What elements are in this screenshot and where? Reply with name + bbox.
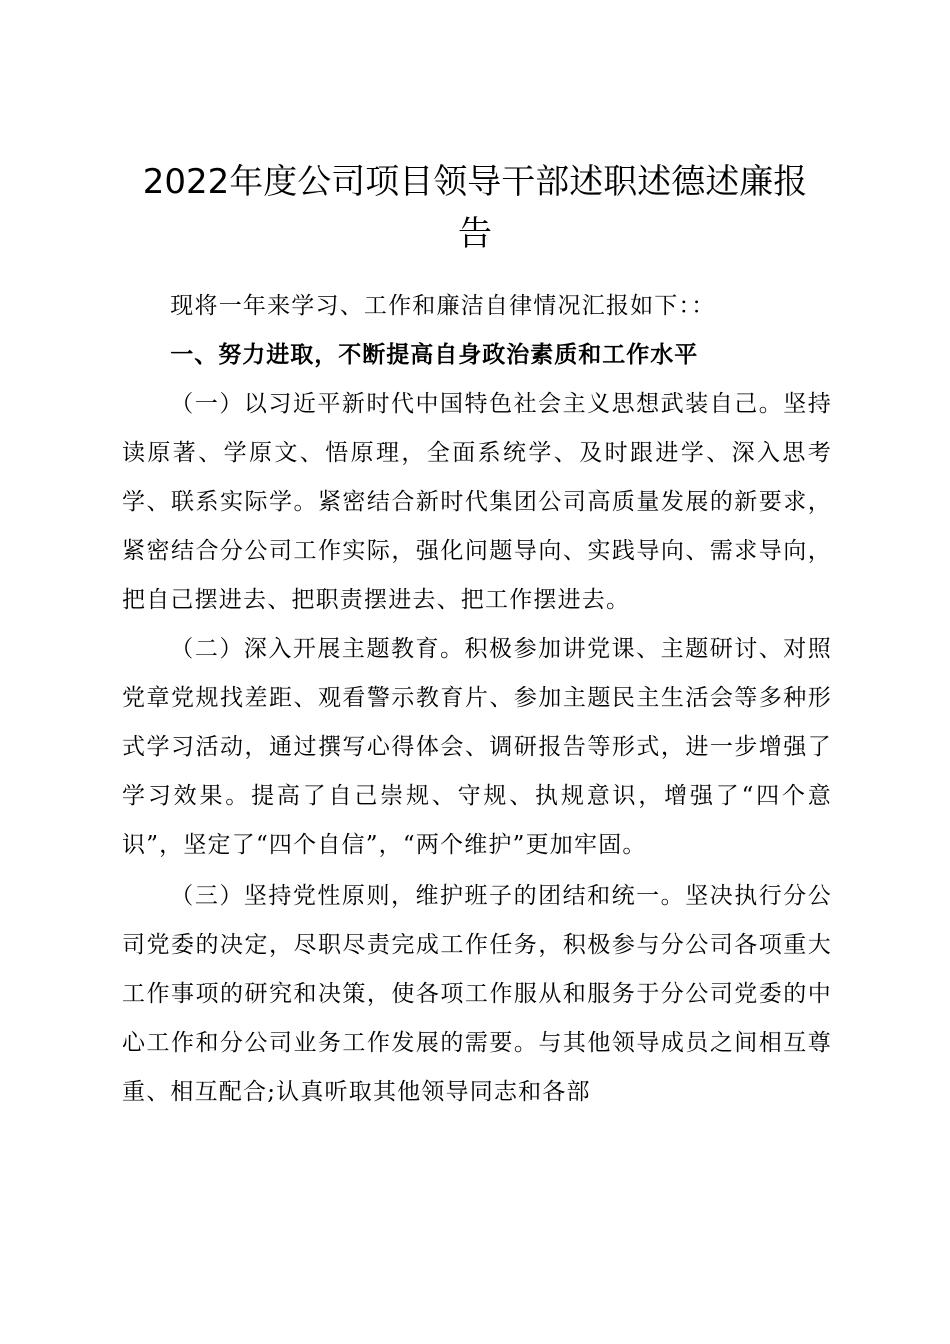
- document-body: [122, 282, 832, 1117]
- title-line-2: 告: [458, 214, 492, 254]
- paragraph-1: （一）以习近平新时代中国特色社会主义思想武装自己。坚持读原著、学原文、悟原理，全面系统学、及时跟进学、深入思考学、联系实际学。紧密结合新时代集团公司高质量发展的新要求，紧密结合分公司工作实际，强化问题导向、实践导向、需求导向，把自己摆进去、把职责摆进去、把工作摆进去。: [122, 391, 832, 613]
- section-heading-1: 一、努力进取，不断提高自身政治素质和工作水平: [170, 342, 699, 368]
- paragraph-3: （三）坚持党性原则，维护班子的团结和统一。坚决执行分公司党委的决定，尽职尽责完成工作任务，积极参与分公司各项重大工作事项的研究和决策，使各项工作服从和服务于分公司党委的中心工作和分公司业务工作发展的需要。与其他领导成员之间相互尊重、相互配合;认真听取其他领导同志和各部: [122, 883, 832, 1105]
- document-title: [120, 156, 830, 260]
- intro-paragraph: 现将一年来学习、工作和廉洁自律情况汇报如下：：: [170, 293, 716, 319]
- paragraph-2: （二）深入开展主题教育。积极参加讲党课、主题研讨、对照党章党规找差距、观看警示教育片、参加主题民主生活会等多种形式学习活动，通过撰写心得体会、调研报告等形式，进一步增强了学习效果。提高了自己崇规、守规、执规意识，增强了“四个意识”，坚定了“四个自信”，“两个维护”更加牢固。: [122, 636, 832, 858]
- title-line-1: 2022年度公司项目领导干部述职述德述廉报: [142, 162, 808, 202]
